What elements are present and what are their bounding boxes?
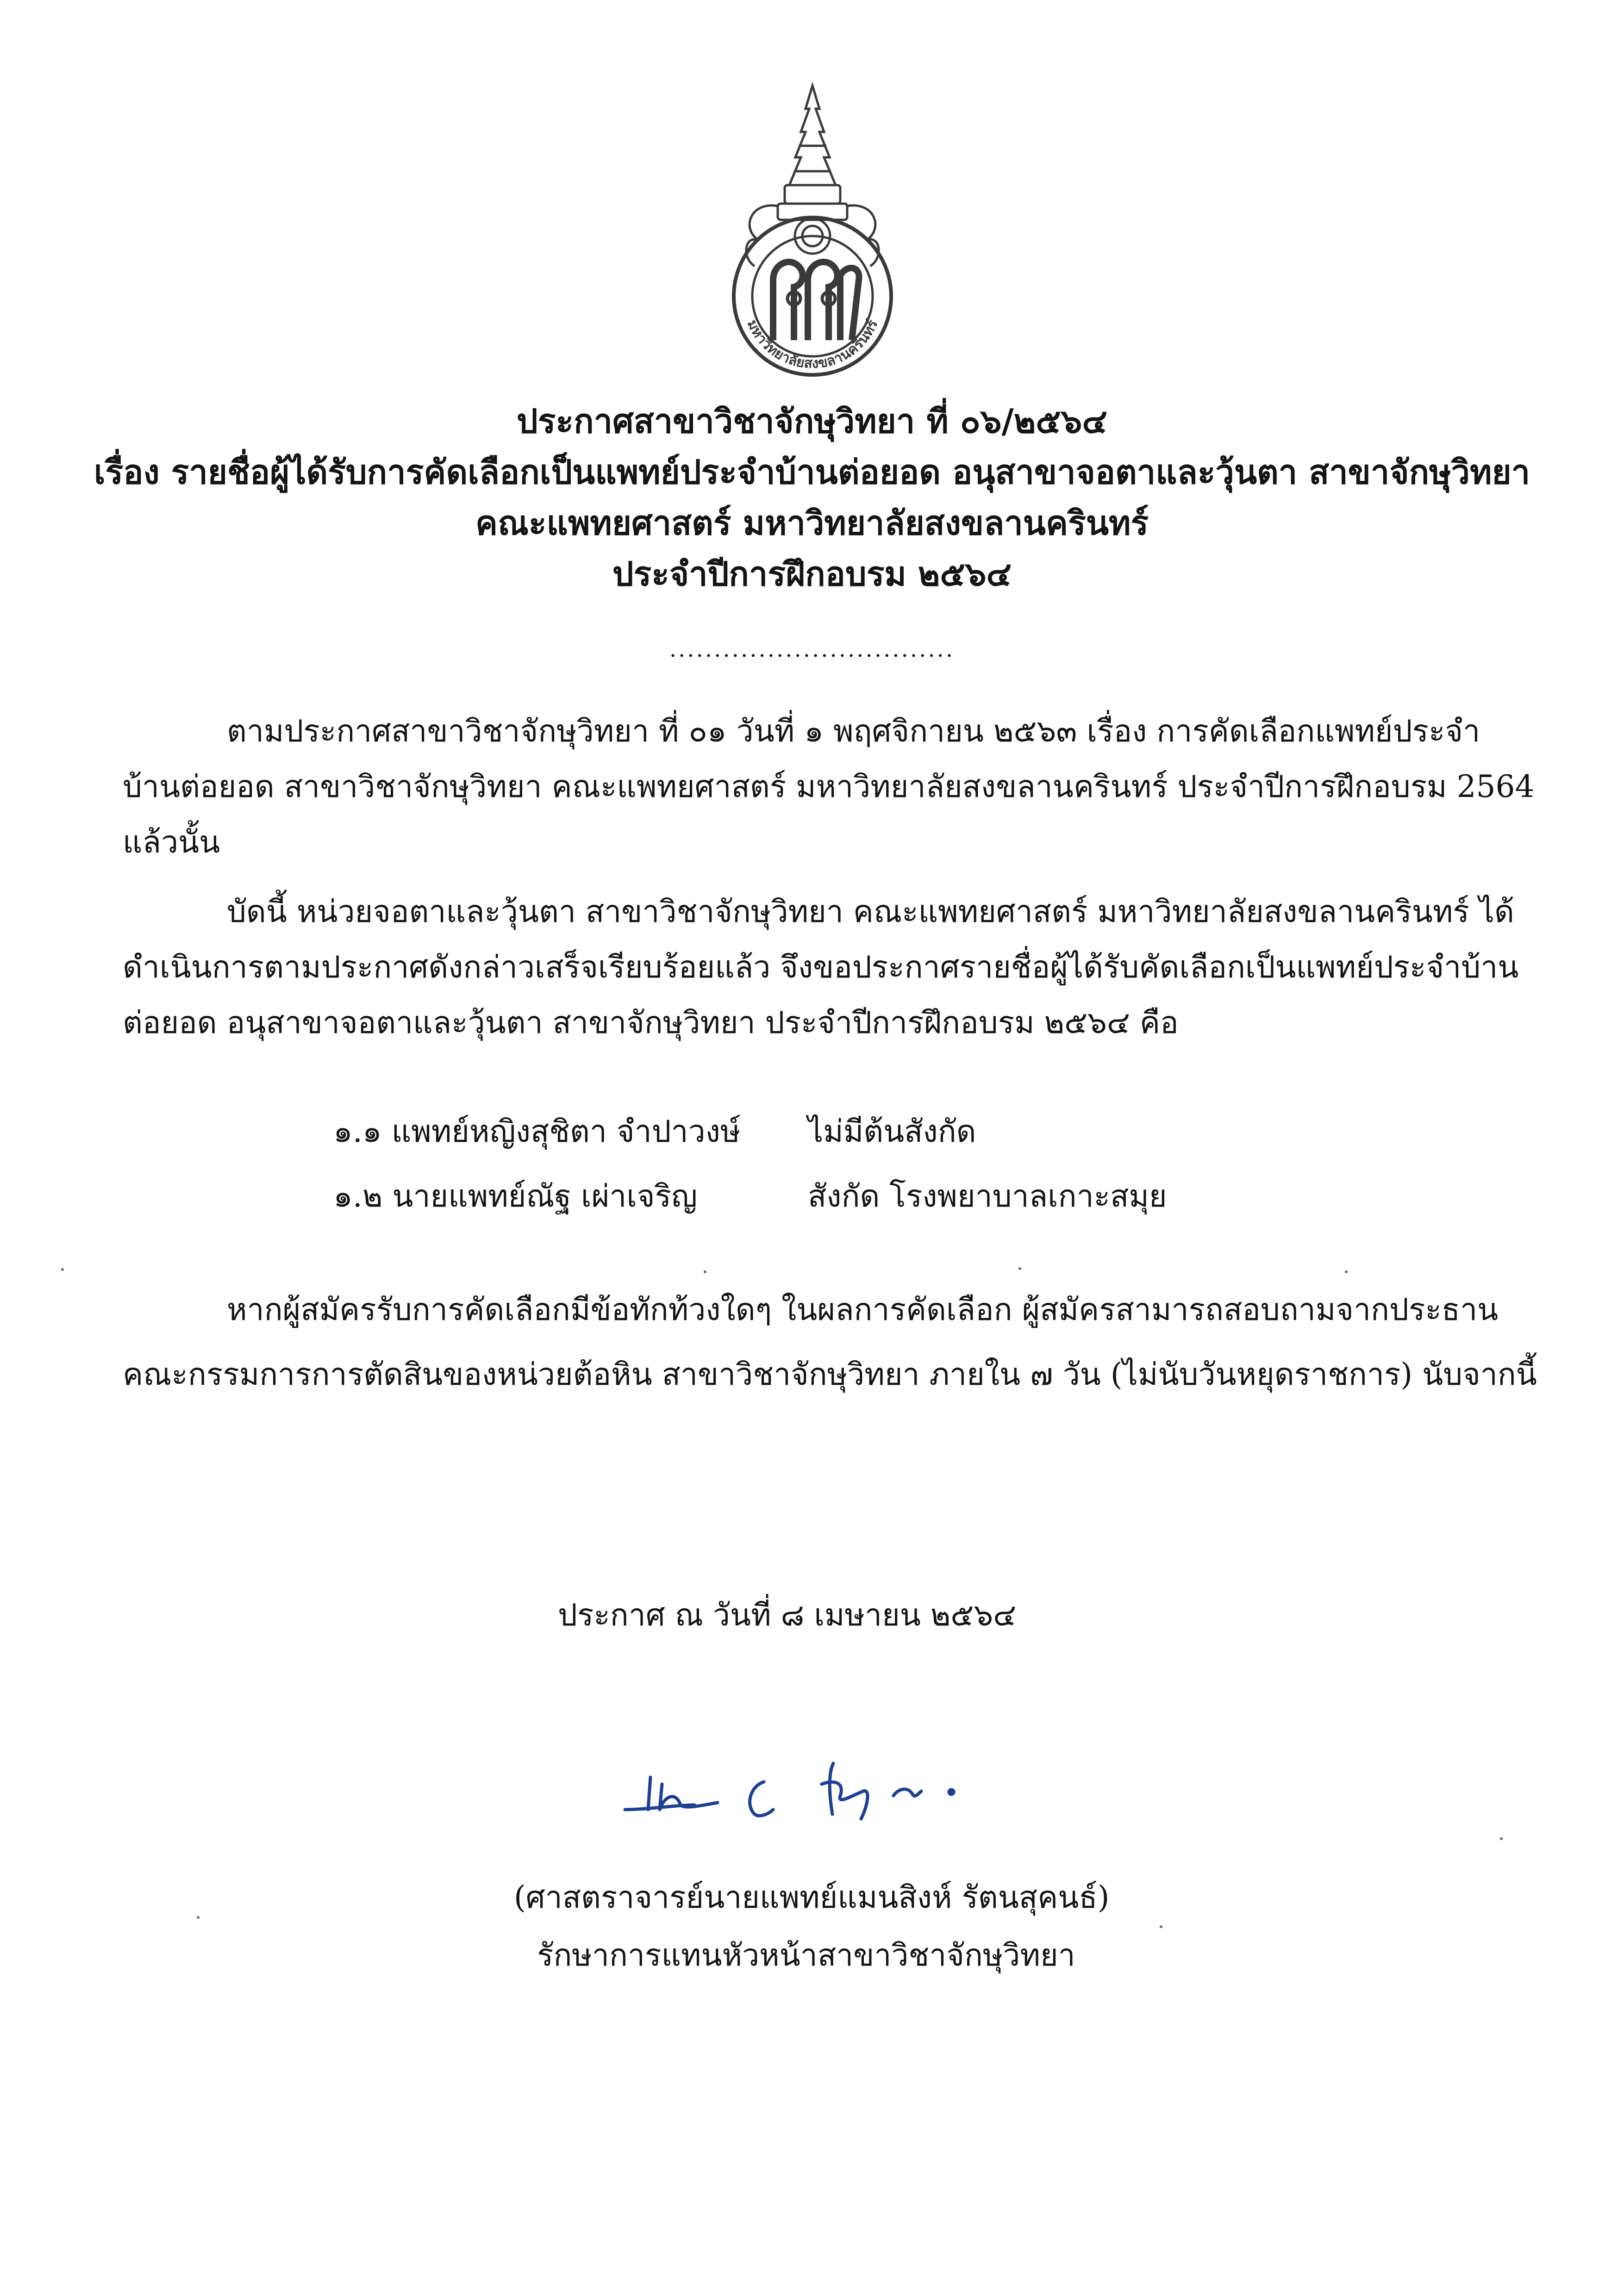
scan-speck	[1018, 1267, 1021, 1270]
subject-line: เรื่อง รายชื่อผู้ได้รับการคัดเลือกเป็นแพทย์ประจำบ้านต่อยอด อนุสาขาจอตาและวุ้นตา สาขาจักษุวิทยา	[94, 452, 1530, 492]
paragraph1-line2: บ้านต่อยอด สาขาวิชาจักษุวิทยา คณะแพทยศาสตร์ มหาวิทยาลัยสงขลานครินทร์ ประจำปีการฝึกอบรม 2564	[123, 769, 1535, 804]
announcement-date: ประกาศ ณ วันที่ ๘ เมษายน ๒๕๖๔	[558, 1597, 1017, 1633]
scan-speck	[197, 1916, 200, 1919]
scan-speck	[1500, 1837, 1503, 1840]
signatory-position: รักษาการแทนหัวหน้าสาขาวิชาจักษุวิทยา	[537, 1937, 1075, 1973]
paragraph3-line2: คณะกรรมการการตัดสินของหน่วยต้อหิน สาขาวิชาจักษุวิทยา ภายใน ๗ วัน (ไม่นับวันหยุดราชการ) นับจากนี้	[123, 1356, 1537, 1392]
header-separator: ................................	[669, 636, 955, 662]
paragraph1-line3: แล้วนั้น	[123, 824, 220, 860]
paragraph2-line3: ต่อยอด อนุสาขาจอตาและวุ้นตา สาขาจักษุวิทยา ประจำปีการฝึกอบรม ๒๕๖๔ คือ	[123, 1005, 1179, 1040]
paragraph2-line2: ดำเนินการตามประกาศดังกล่าวเสร็จเรียบร้อยแล้ว จึงขอประกาศรายชื่อผู้ได้รับคัดเลือกเป็นแพทย์ประจำบ้าน	[123, 949, 1519, 985]
signatory-name: (ศาสตราจารย์นายแพทย์แมนสิงห์ รัตนสุคนธ์)	[514, 1879, 1110, 1915]
scan-speck	[1160, 1925, 1162, 1928]
scan-speck	[61, 1268, 64, 1271]
selected-name-2: ๑.๒ นายแพทย์ณัฐ เผ่าเจริญ	[333, 1178, 698, 1214]
selected-affiliation-2: สังกัด โรงพยาบาลเกาะสมุย	[808, 1178, 1167, 1214]
training-year-line: ประจำปีการฝึกอบรม ๒๕๖๔	[612, 554, 1012, 593]
signature	[611, 1740, 981, 1833]
paragraph3-line1: หากผู้สมัครรับการคัดเลือกมีข้อทักท้วงใดๆ ในผลการคัดเลือก ผู้สมัครสามารถสอบถามจากประธาน	[227, 1292, 1499, 1327]
selected-affiliation-1: ไม่มีต้นสังกัด	[808, 1114, 976, 1149]
faculty-line: คณะแพทยศาสตร์ มหาวิทยาลัยสงขลานครินทร์	[475, 503, 1149, 542]
paragraph2-line1: บัดนี้ หน่วยจอตาและวุ้นตา สาขาวิชาจักษุวิทยา คณะแพทยศาสตร์ มหาวิทยาลัยสงขลานครินทร์ ได้	[227, 894, 1514, 929]
seal-ring-text: มหาวิทยาลัยสงขลานครินทร์	[743, 317, 881, 372]
selected-name-1: ๑.๑ แพทย์หญิงสุชิตา จำปาวงษ์	[333, 1114, 741, 1149]
scan-speck	[1345, 1270, 1348, 1273]
paragraph1-line1: ตามประกาศสาขาวิชาจักษุวิทยา ที่ ๐๑ วันที่ ๑ พฤศจิกายน ๒๕๖๓ เรื่อง การคัดเลือกแพทย์ประจำ	[227, 713, 1480, 749]
scan-speck	[704, 1270, 706, 1273]
announcement-number: ประกาศสาขาวิชาจักษุวิทยา ที่ ๐๖/๒๕๖๔	[517, 401, 1107, 441]
university-seal	[708, 81, 917, 377]
